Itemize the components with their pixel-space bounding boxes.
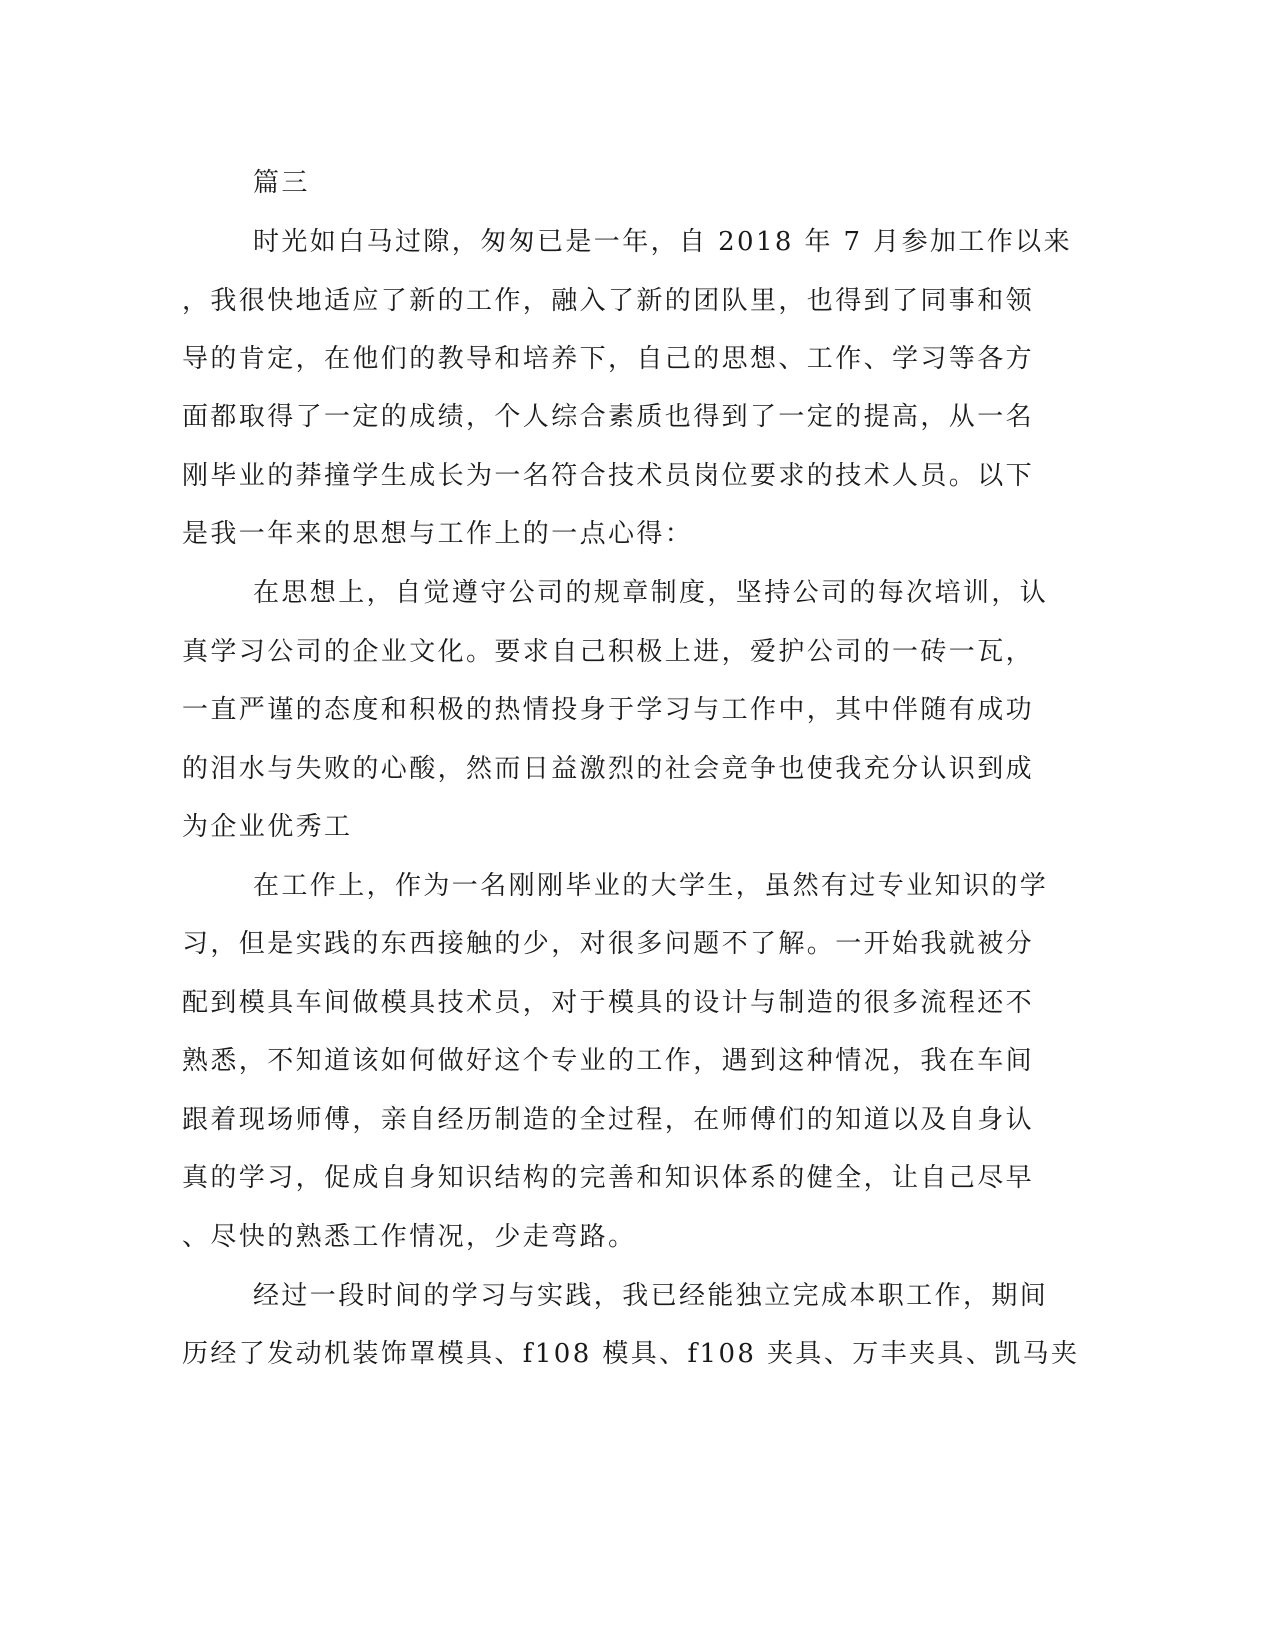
- paragraph-3-line-5: 跟着现场师傅，亲自经历制造的全过程，在师傅们的知道以及自身认: [182, 1105, 1035, 1135]
- paragraph-3-line-4: 熟悉，不知道该如何做好这个专业的工作，遇到这种情况，我在车间: [182, 1046, 1035, 1076]
- paragraph-1-line-2: ，我很快地适应了新的工作，融入了新的团队里，也得到了同事和领: [182, 286, 1035, 316]
- paragraph-2-line-1: 在思想上，自觉遵守公司的规章制度，坚持公司的每次培训，认: [253, 578, 1049, 608]
- paragraph-3-line-6: 真的学习，促成自身知识结构的完善和知识体系的健全，让自己尽早: [182, 1163, 1035, 1193]
- paragraph-3-line-2: 习，但是实践的东西接触的少，对很多问题不了解。一开始我就被分: [182, 929, 1035, 959]
- paragraph-3-line-3: 配到模具车间做模具技术员，对于模具的设计与制造的很多流程还不: [182, 988, 1035, 1018]
- paragraph-1-line-6: 是我一年来的思想与工作上的一点心得：: [182, 519, 694, 549]
- paragraph-1-line-1: 时光如白马过隙，匆匆已是一年，自 2018 年 7 月参加工作以来: [253, 227, 1072, 257]
- paragraph-3-line-1: 在工作上，作为一名刚刚毕业的大学生，虽然有过专业知识的学: [253, 871, 1049, 901]
- paragraph-2-line-5: 为企业优秀工: [182, 812, 353, 842]
- paragraph-3-line-7: 、尽快的熟悉工作情况，少走弯路。: [182, 1222, 637, 1252]
- paragraph-1-line-3: 导的肯定，在他们的教导和培养下，自己的思想、工作、学习等各方: [182, 344, 1035, 374]
- paragraph-1-line-4: 面都取得了一定的成绩，个人综合素质也得到了一定的提高，从一名: [182, 402, 1035, 432]
- paragraph-1-line-5: 刚毕业的莽撞学生成长为一名符合技术员岗位要求的技术人员。以下: [182, 461, 1035, 491]
- paragraph-2-line-4: 的泪水与失败的心酸，然而日益激烈的社会竞争也使我充分认识到成: [182, 754, 1035, 784]
- paragraph-2-line-3: 一直严谨的态度和积极的热情投身于学习与工作中，其中伴随有成功: [182, 695, 1035, 725]
- paragraph-4-line-1: 经过一段时间的学习与实践，我已经能独立完成本职工作，期间: [253, 1281, 1049, 1311]
- section-heading: 篇三: [253, 168, 310, 198]
- paragraph-2-line-2: 真学习公司的企业文化。要求自己积极上进，爱护公司的一砖一瓦，: [182, 637, 1035, 667]
- paragraph-4-line-2: 历经了发动机装饰罩模具、f108 模具、f108 夹具、万丰夹具、凯马夹: [182, 1339, 1080, 1369]
